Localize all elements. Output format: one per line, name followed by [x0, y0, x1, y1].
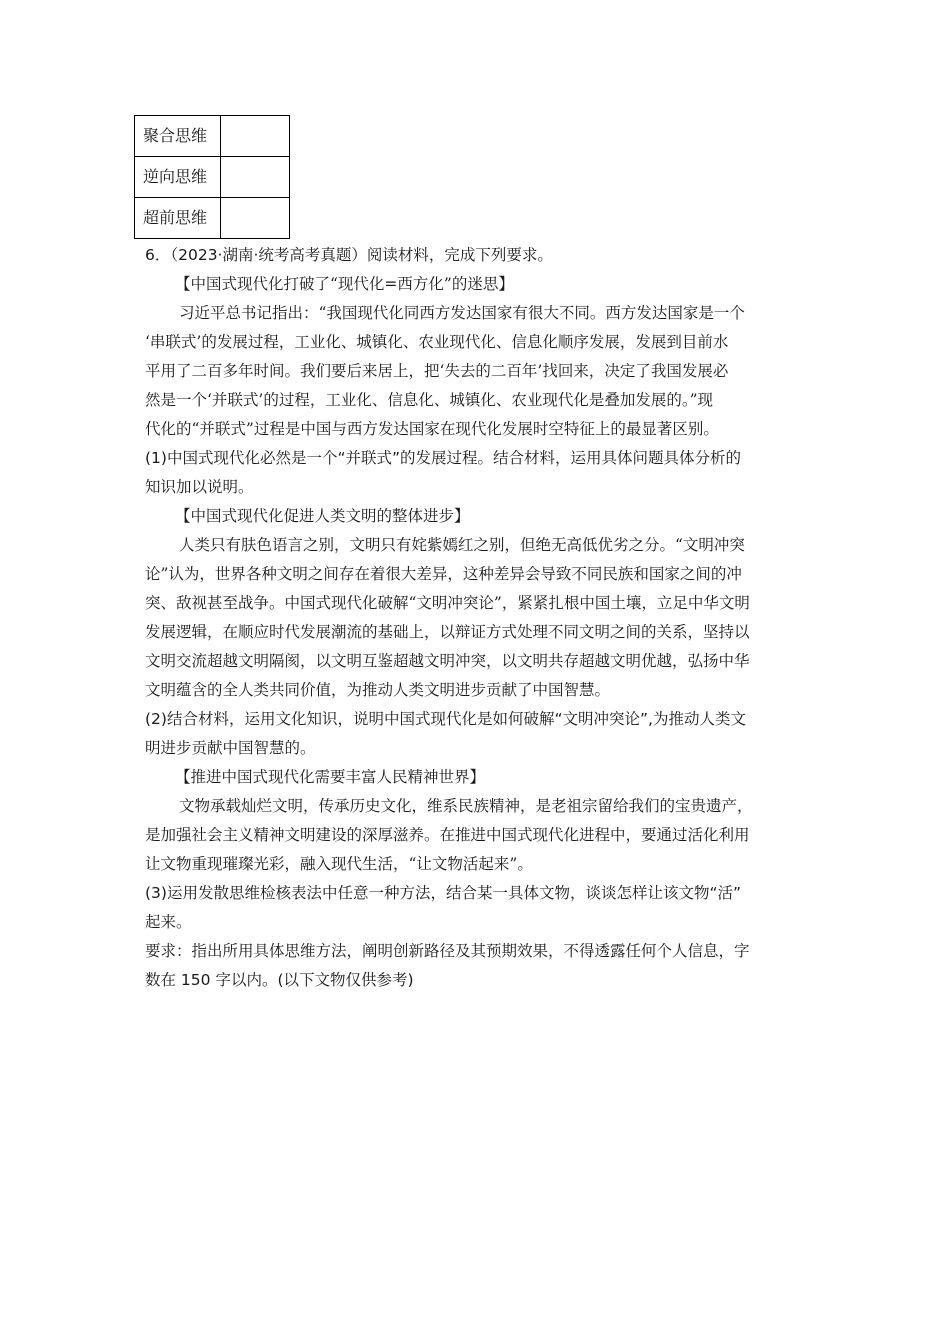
requirement-line: 数在 150 字以内。(以下文物仅供参考)	[145, 971, 414, 989]
table-row	[135, 116, 290, 157]
question-line: 知识加以说明。	[145, 478, 254, 496]
question-line: (2)结合材料，运用文化知识，说明中国式现代化是如何破解“文明冲突论”,为推动人类文	[145, 710, 746, 728]
material-line: 让文物重现璀璨光彩，融入现代生活，“让文物活起来”。	[145, 855, 533, 873]
question-line: (1)中国式现代化必然是一个“并联式”的发展过程。结合材料，运用具体问题具体分析的	[145, 449, 742, 467]
section-title: 【中国式现代化促进人类文明的整体进步】	[175, 507, 470, 525]
question-intro: 6．（2023·湖南·统考高考真题）阅读材料，完成下列要求。	[145, 246, 553, 264]
question-line: 明进步贡献中国智慧的。	[145, 739, 316, 757]
thinking-methods-table	[134, 115, 290, 239]
table-cell-label: 逆向思维	[135, 157, 221, 198]
question-line: (3)运用发散思维检核表法中任意一种方法，结合某一具体文物，谈谈怎样让该文物“活”	[145, 884, 742, 902]
table-cell-blank	[221, 116, 290, 157]
material-line: 突、敌视甚至战争。中国式现代化破解“文明冲突论”，紧紧扎根中国土壤，立足中华文明	[145, 594, 750, 612]
material-line: 然是一个‘并联式’的过程，工业化、信息化、城镇化、农业现代化是叠加发展的。”现	[145, 391, 714, 409]
table-cell-blank	[221, 198, 290, 239]
material-line: 论”认为，世界各种文明之间存在着很大差异，这种差异会导致不同民族和国家之间的冲	[145, 565, 742, 583]
requirement-line: 要求：指出所用具体思维方法，阐明创新路径及其预期效果，不得透露任何个人信息，字	[145, 942, 750, 960]
table-row	[135, 198, 290, 239]
section-title: 【推进中国式现代化需要丰富人民精神世界】	[175, 768, 486, 786]
table-cell-blank	[221, 157, 290, 198]
material-line: 习近平总书记指出：“我国现代化同西方发达国家有很大不同。西方发达国家是一个	[179, 304, 745, 322]
material-line: 发展逻辑，在顺应时代发展潮流的基础上，以辩证方式处理不同文明之间的关系，坚持以	[145, 623, 750, 641]
material-line: 文明交流超越文明隔阂，以文明互鉴超越文明冲突，以文明共存超越文明优越，弘扬中华	[145, 652, 750, 670]
material-line: ‘串联式’的发展过程，工业化、城镇化、农业现代化、信息化顺序发展，发展到目前水	[145, 333, 729, 351]
table-row	[135, 157, 290, 198]
material-line: 平用了二百多年时间。我们要后来居上，把‘失去的二百年’找回来，决定了我国发展必	[145, 362, 729, 380]
table-cell-label: 超前思维	[135, 198, 221, 239]
material-line: 人类只有肤色语言之别，文明只有姹紫嫣红之别，但绝无高低优劣之分。“文明冲突	[179, 536, 745, 554]
section-title: 【中国式现代化打破了“现代化=西方化”的迷思】	[175, 275, 514, 293]
table-cell-label: 聚合思维	[135, 116, 221, 157]
material-line: 文物承载灿烂文明，传承历史文化，维系民族精神，是老祖宗留给我们的宝贵遗产，	[179, 797, 753, 815]
question-line: 起来。	[145, 913, 192, 931]
material-line: 文明蕴含的全人类共同价值，为推动人类文明进步贡献了中国智慧。	[145, 681, 611, 699]
material-line: 代化的“并联式”过程是中国与西方发达国家在现代化发展时空特征上的最显著区别。	[145, 420, 719, 438]
material-line: 是加强社会主义精神文明建设的深厚滋养。在推进中国式现代化进程中，要通过活化利用	[145, 826, 750, 844]
